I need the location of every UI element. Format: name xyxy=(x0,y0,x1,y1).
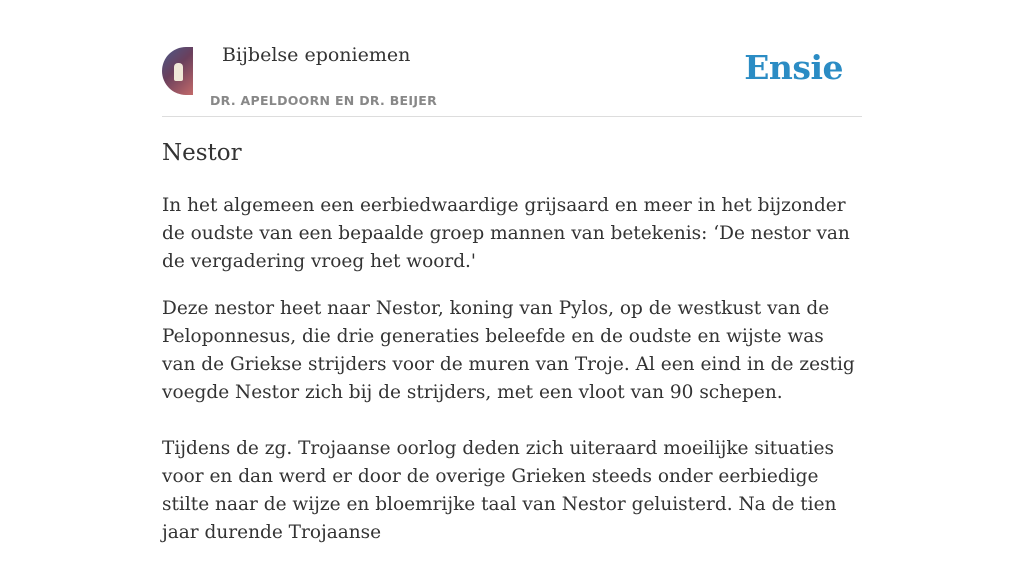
book-cover-avatar[interactable] xyxy=(162,47,193,95)
book-title[interactable]: Bijbelse eponiemen xyxy=(222,44,411,66)
paragraph: In het algemeen een eerbiedwaardige grijsaard en meer in het bijzonder de oudste van een bepaalde groep mannen van betekenis: ‘De nestor van de vergadering vroeg het woord.' xyxy=(162,195,850,272)
brand-logo[interactable]: Ensie xyxy=(744,48,843,87)
paragraph: Tijdens de zg. Trojaanse oorlog deden zich uiteraard moeilijke situaties voor en dan werd er door de overige Grieken steeds onder eerbiedige stilte naar de wijze en bloemrijke taal van Nestor geluisterd. Na de tien jaar durende Trojaanse xyxy=(162,438,837,543)
paragraph: Deze nestor heet naar Nestor, koning van Pylos, op de westkust van de Peloponnesus, die drie generaties beleefde en de oudste en wijste was van de Griekse strijders voor de muren van Troje. Al een eind in de zestig voegde Nestor zich bij de strijders, met een vloot van 90 schepen. xyxy=(162,298,855,403)
page xyxy=(162,0,862,543)
entry-title: Nestor xyxy=(162,140,242,166)
header xyxy=(162,0,862,117)
entry-body xyxy=(162,192,862,566)
book-authors: DR. APELDOORN EN DR. BEIJER xyxy=(210,93,438,108)
book-cover-figure xyxy=(174,63,183,81)
